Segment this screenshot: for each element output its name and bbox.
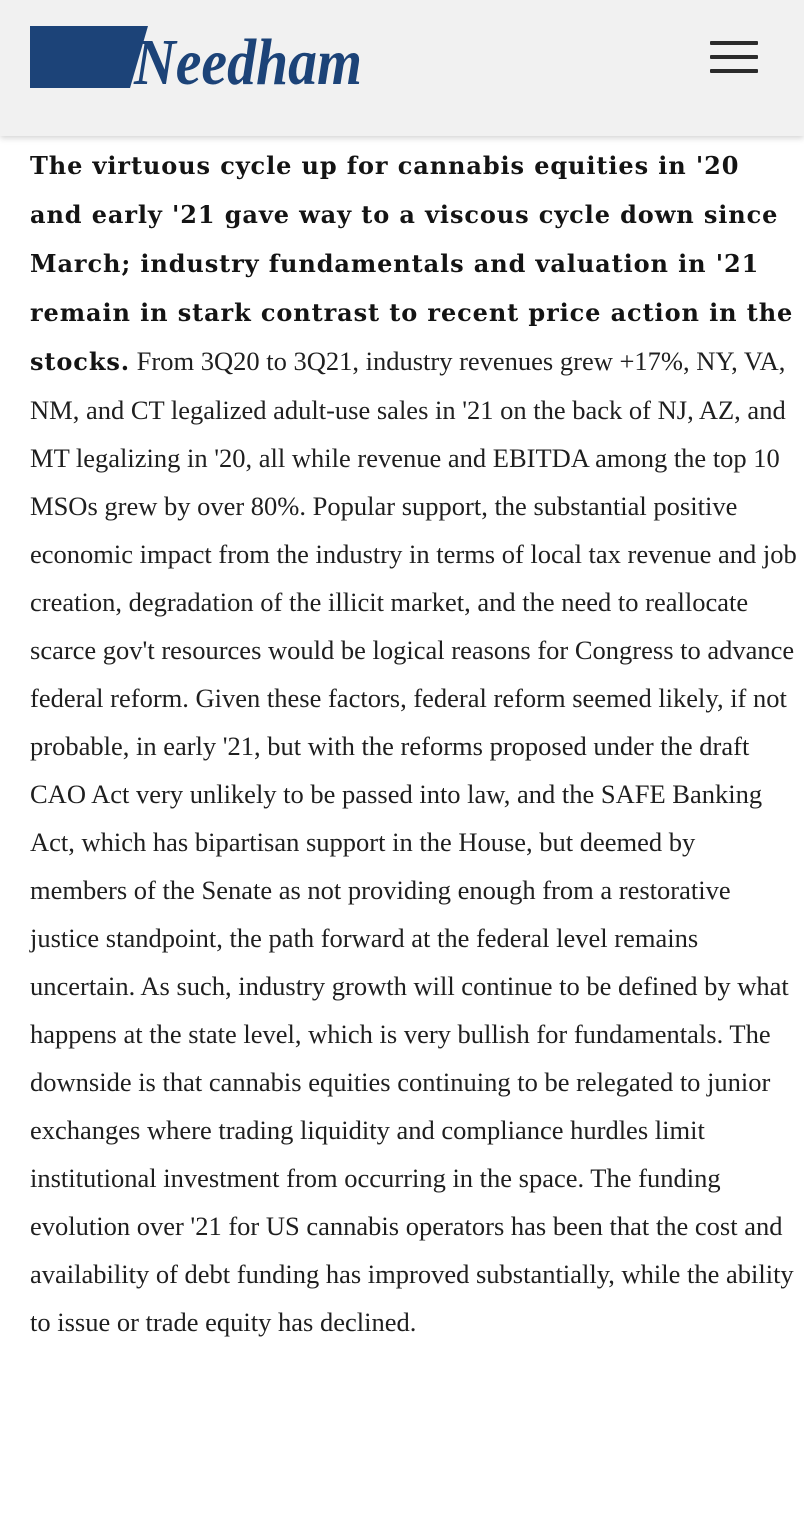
menu-line: [710, 55, 758, 59]
needham-logo[interactable]: [30, 24, 370, 92]
logo-wordmark: Needham: [133, 26, 362, 92]
menu-line: [710, 41, 758, 45]
menu-line: [710, 69, 758, 73]
body-text: From 3Q20 to 3Q21, industry revenues grew +17%, NY, VA, NM, and CT legalized adult-use sales in '21 on the back of NJ, AZ, and MT legalizing in '20, all while revenue and EBITDA among the top 10 MSOs grew by over 80%. Popular support, the substantial positive economic impact from the industry in terms of local tax revenue and job creation, degradation of the illicit market, and the need to reallocate scarce gov't resources would be logical reasons for Congress to advance federal reform. Given these factors, federal reform seemed likely, if not probable, in early '21, but with the reforms proposed under the draft CAO Act very unlikely to be passed into law, and the SAFE Banking Act, which has bipartisan support in the House, but deemed by members of the Senate as not providing enough from a restorative justice standpoint, the path forward at the federal level remains uncertain. As such, industry growth will continue to be defined by what happens at the state level, which is very bullish for fundamentals. The downside is that cannabis equities continuing to be relegated to junior exchanges where trading liquidity and compliance hurdles limit institutional investment from occurring in the space. The funding evolution over '21 for US cannabis operators has been that the cost and availability of debt funding has improved substantially, while the ability to issue or trade equity has declined.: [30, 346, 797, 1337]
site-header: [0, 0, 804, 136]
logo-block: [30, 26, 148, 88]
article-paragraph: [30, 141, 798, 1346]
hamburger-menu-icon[interactable]: [704, 38, 762, 78]
lead-sentence: The virtuous cycle up for cannabis equities in '20 and early '21 gave way to a viscous cycle down since March; industry fundamentals and valuation in '21 remain in stark contrast to recent price action in the stocks.: [30, 151, 794, 376]
article-body: [30, 141, 798, 1346]
